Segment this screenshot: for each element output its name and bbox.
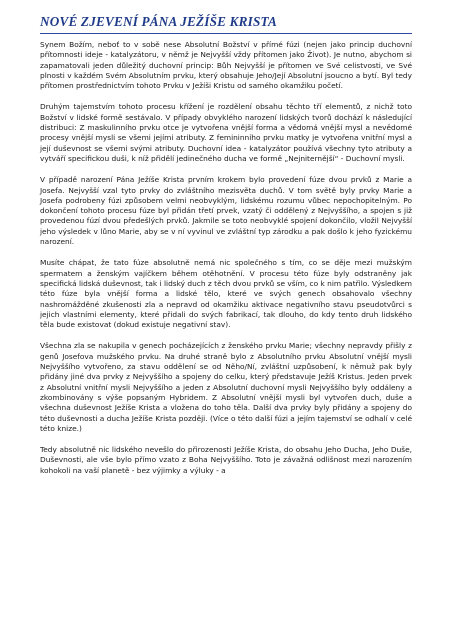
paragraph: Musíte chápat, že tato fúze absolutně nemá nic společného s tím, co se děje mezi mužským spermatem a ženským vajíčkem během otěhotnění. V procesu této fúze byly odstraněny jak specifická lidská duševnost, tak i lidský duch z těch dvou prvků se vším, co k nim patřilo. Výsledkem této fúze byla vnější forma a lidské tělo, které ve svých genech obsahovalo všechny nashromážděné zkušenosti zla a nepravd od okamžiku aktivace negativního stavu pseudotvůrci s jejich vlastními elementy, které přidali do svých fabrikací, tak dlouho, do kdy tento druh lidského těla bude existovat (dokud existuje negativní stav). xyxy=(40,258,412,330)
paragraph: V případě narození Pána Ježíše Krista prvním krokem bylo provedení fúze dvou prvků z Marie a Josefa. Nejvyšší vzal tyto prvky do zvláštního mezisvěta duchů. V tom světě byly prvky Marie a Josefa podrobeny fúzi způsobem velmi neobvyklým, lidskému rozumu vůbec nepochopitelným. Po dokončení tohoto procesu fúze byl přidán třetí prvek, vzatý či oddělený z Nejvyššího, a spojen s již provedenou fúzí dvou předešlých prvků. Jakmile se toto neobvyklé spojení dokončilo, vložil Nejvyšší jeho výsledek v lůno Marie, aby se v ní vyvinul ve zvláštní typ zárodku a pak došlo k jeho fyzickému narození. xyxy=(40,175,412,247)
paragraph: Všechna zla se nakupila v genech pocházejících z ženského prvku Marie; všechny nepravdy přišly z genů Josefova mužského prvku. Na druhé straně bylo z Absolutního prvku Absolutní vnější mysli Nejvyššího vytvořeno, za stavu oddělení se od Něho/Ní, zvláštní uzpůsobení, k němuž pak byly přidány jiné dva prvky z Nejvyššího a spojeny do celku, který představuje Ježíš Kristus. Jeden prvek z Absolutní vnitřní mysli Nejvyššího a jeden z Absolutní duchovní mysli Nejvyššího byly oddáleny a zkombinovány s výše popsaným Hybridem. Z Absolutní vnější mysli byl vytvořen duch, duše a všechna duševnost Ježíše Krista a vložena do toho těla. Další dva prvky byly přidány a spojeny do této duševnosti a ducha Ježíše Krista později. (Více o této další fúzi a jejím tajemství se odhalí v celé této knize.) xyxy=(40,341,412,433)
title-underline xyxy=(40,33,412,34)
paragraph: Tedy absolutně nic lidského nevešlo do přirozenosti Ježíše Krista, do obsahu Jeho Ducha, Jeho Duše, Duševnosti, ale vše bylo přímo vzato z Boha Nejvyššího. Toto je závažná odlišnost mezi narozením kohokoli na vaší planetě - bez výjimky a výluky - a xyxy=(40,445,412,475)
paragraph: Synem Božím, neboť to v sobě nese Absolutní Božství v přímé fúzi (nejen jako princip duchovní přítomnosti ideje - katalyzátoru, v němž je Nejvyšší vždy přítomen jako Život). Je nutno, abychom si zapamatovali jeden důležitý duchovní princip: Bůh Nejvyšší je přítomen ve Své celistvosti, ve Své plnosti v každém Svém Absolutním prvku, který obsahuje Jeho/Její Absolutní jsoucno a bytí. Byl tedy přítomen prostřednictvím tohoto Prvku v Ježíši Kristu od samého okamžiku početí. xyxy=(40,40,412,91)
document-title: NOVÉ ZJEVENÍ PÁNA JEŽÍŠE KRISTA xyxy=(40,14,278,29)
paragraph: Druhým tajemstvím tohoto procesu křížení je rozdělení obsahu těchto tří elementů, z nichž toto Božství v lidské formě sestávalo. V případy obvyklého narození lidských tvorů dochází k následující distribuci: Z maskulinního prvku otce je vytvořena vnější forma a vědomá vnější mysl a nevědomé procesy vnější mysli se všemi jejími atributy. Z femininního prvku matky je vytvořena vnitřní mysl a její duševnost se všemi svými atributy. Duchovní idea - katalyzátor používá všechny tyto atributy a vytváří specifickou duši, k níž přidělí jedinečného ducha ve formě „Nejniternější“ - Duchovní mysli. xyxy=(40,102,412,163)
